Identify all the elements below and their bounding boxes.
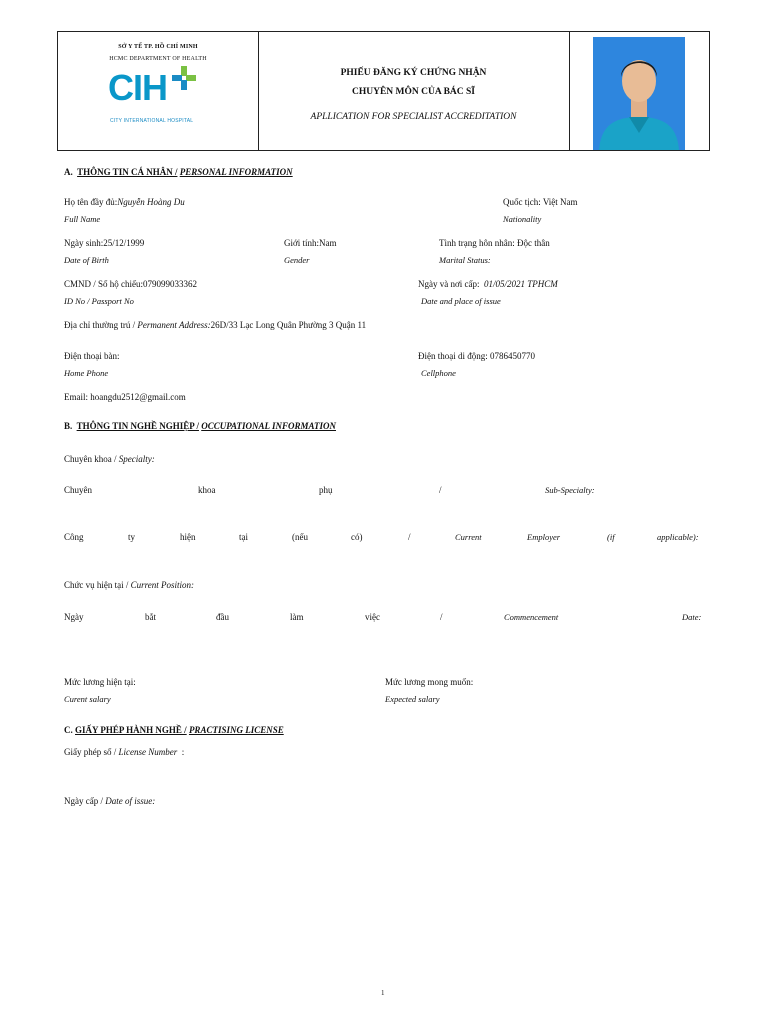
home-phone-field: Điện thoại bàn: <box>64 351 120 361</box>
issue-label-en: Date and place of issue <box>421 296 501 306</box>
dob-field: Ngày sinh:25/12/1999 <box>64 238 145 248</box>
gender-field: Giới tính:Nam <box>284 238 337 248</box>
address-value: 26D/33 Lạc Long Quân Phường 3 Quận 11 <box>210 320 367 330</box>
license-number-field: Giấy phép số / License Number : <box>64 747 185 757</box>
full-name-value: Nguyễn Hoàng Du <box>117 197 185 207</box>
logo-subtitle: CITY INTERNATIONAL HOSPITAL <box>110 118 194 124</box>
id-field: CMND / Số hộ chiếu:079099033362 <box>64 279 198 289</box>
section-a-heading: A. THÔNG TIN CÁ NHÂN / PERSONAL INFORMATION <box>64 167 293 177</box>
department-en: HCMC DEPARTMENT OF HEALTH <box>109 56 207 62</box>
applicant-photo <box>593 37 685 150</box>
marital-label-en: Marital Status: <box>439 255 491 265</box>
home-phone-label-en: Home Phone <box>64 368 109 378</box>
id-label-en: ID No / Passport No <box>64 296 134 306</box>
employer-word: có) <box>351 532 363 542</box>
commence-word-en: Commencement <box>504 612 559 622</box>
current-salary-label-en: Curent salary <box>64 694 111 704</box>
sub-specialty-word: Chuyên <box>64 485 92 495</box>
employer-word: tại <box>239 532 248 542</box>
employer-word: hiện <box>180 532 196 542</box>
cellphone-field: Điện thoại di động: 0786450770 <box>418 351 535 361</box>
gender-label-en: Gender <box>284 255 310 265</box>
position-field: Chức vụ hiện tại / Current Position: <box>64 580 195 590</box>
header-org-cell <box>58 32 259 150</box>
commence-word: làm <box>290 612 304 622</box>
dob-label-en: Date of Birth <box>64 255 109 265</box>
expected-salary-label-en: Expected salary <box>385 694 440 704</box>
employer-word: Công <box>64 532 84 542</box>
commence-word: đầu <box>216 612 229 622</box>
header-box <box>57 31 710 151</box>
expected-salary-field: Mức lương mong muốn: <box>385 677 474 687</box>
issue-field: Ngày và nơi cấp: 01/05/2021 TPHCM <box>418 279 558 289</box>
sub-specialty-word: khoa <box>198 485 216 495</box>
header-title-cell <box>258 32 570 150</box>
department-vn: SỞ Y TẾ TP. HỒ CHÍ MINH <box>118 44 198 50</box>
employer-word-en: (if <box>607 532 615 542</box>
commence-word-en: Date: <box>682 612 702 622</box>
form-title-en: APLLICATION FOR SPECIALIST ACCREDITATION <box>310 112 517 122</box>
sub-specialty-word: phụ <box>319 485 333 495</box>
commence-word: bắt <box>145 612 156 622</box>
current-salary-field: Mức lương hiện tại: <box>64 677 136 687</box>
employer-word: (nếu <box>292 532 308 542</box>
logo-cross-icon <box>172 66 196 90</box>
full-name-label-en: Full Name <box>64 214 101 224</box>
employer-word-en: Employer <box>527 532 561 542</box>
nationality-field: Quốc tịch: Việt Nam <box>503 197 578 207</box>
commence-word: Ngày <box>64 612 84 622</box>
header-photo-cell <box>569 32 709 150</box>
sub-specialty-label-en: Sub-Specialty: <box>545 485 595 495</box>
nationality-label-en: Nationality <box>503 214 542 224</box>
logo-text: CIH <box>108 67 167 108</box>
section-b-heading: B. THÔNG TIN NGHỀ NGHIỆP / OCCUPATIONAL INFORMATION <box>64 421 336 431</box>
employer-word-en: applicable): <box>657 532 699 542</box>
section-c-heading: C. GIẤY PHÉP HÀNH NGHỀ / PRACTISING LICENSE <box>64 725 284 735</box>
issue-value: 01/05/2021 TPHCM <box>484 279 558 289</box>
sub-specialty-word: / <box>439 485 442 495</box>
employer-word-en: Current <box>455 532 482 542</box>
page-number: 1 <box>381 989 385 997</box>
form-title-vn-line2: CHUYÊN MÔN CỦA BÁC SĨ <box>352 87 475 97</box>
employer-word: / <box>408 532 411 542</box>
commence-word: việc <box>365 612 380 622</box>
full-name-field: Họ tên đầy đủ:Nguyễn Hoàng Du <box>64 197 185 207</box>
specialty-field: Chuyên khoa / Specialty: <box>64 454 155 464</box>
marital-field: Tình trạng hôn nhân: Độc thân <box>439 238 550 248</box>
cellphone-label-en: Cellphone <box>421 368 456 378</box>
license-issue-date-field: Ngày cấp / Date of issue: <box>64 796 156 806</box>
employer-word: ty <box>128 532 136 542</box>
form-title-vn-line1: PHIẾU ĐĂNG KÝ CHỨNG NHẬN <box>340 68 487 78</box>
email-field: Email: hoangdu2512@gmail.com <box>64 392 186 402</box>
commence-word: / <box>440 612 443 622</box>
address-field: Địa chỉ thường trú / Permanent Address:26D/33 Lạc Long Quân Phường 3 Quận 11 <box>64 320 367 330</box>
hospital-logo <box>108 68 208 128</box>
